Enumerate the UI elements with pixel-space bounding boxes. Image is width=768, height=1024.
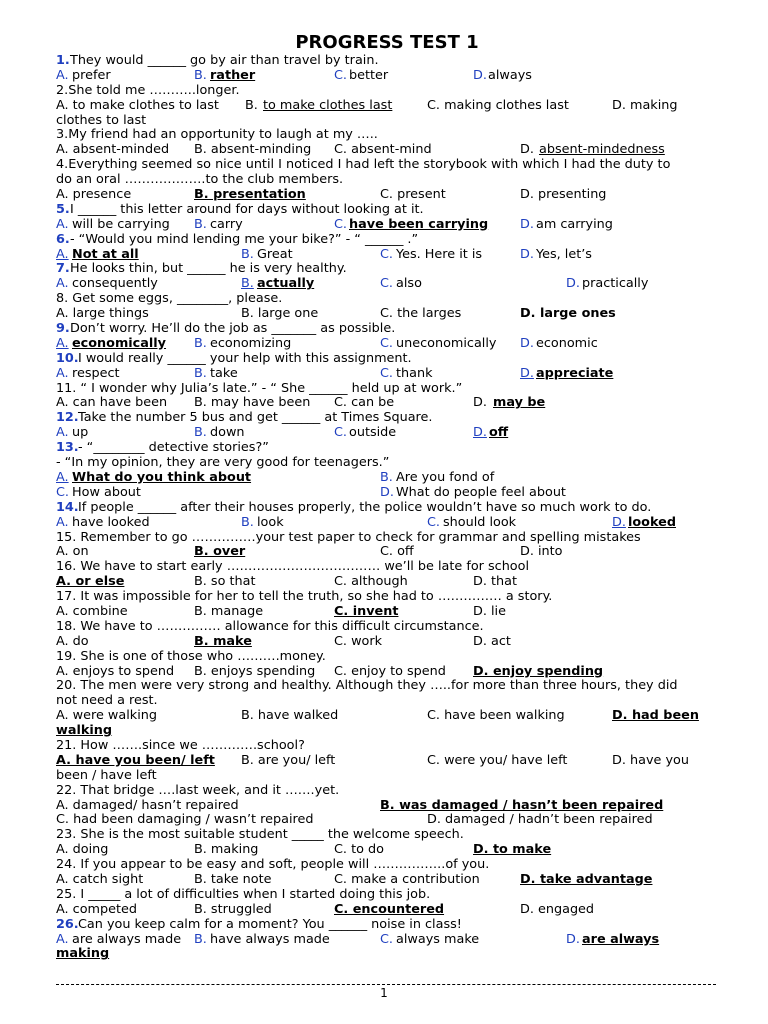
text-segment: 25. I _____ a lot of difficulties when I started doing this job. [56,886,431,902]
text-line [56,724,718,739]
text-segment: A. [56,216,69,232]
text-segment: not need a rest. [56,693,158,709]
text-segment: 21. How …….since we ………….school? [56,737,305,753]
text-segment: A. can have been [56,395,168,411]
text-segment: B. presentation [194,187,306,203]
text-segment: look [257,514,284,530]
text-segment: - “________ detective stories?” [78,440,269,456]
text-segment: have always made [210,931,330,947]
text-segment: B. [194,931,207,947]
text-segment: A. [56,365,69,381]
text-segment: B. over [194,544,246,560]
text-segment: B. make [194,633,252,649]
text-segment: 10. [56,350,79,366]
text-segment: 20. The men were very strong and healthy. Although they …..for more than three hours, they did [56,678,678,694]
text-segment: 13. [56,440,79,456]
text-segment: economic [536,335,598,351]
text-segment: D. into [520,544,563,560]
text-segment: B. making [194,842,259,858]
text-line [56,575,718,590]
text-segment: also [396,276,422,292]
text-segment: prefer [72,67,111,83]
text-segment: making [56,946,110,962]
text-line [56,709,718,724]
text-segment: How about [72,484,141,500]
text-segment: C. to do [334,842,384,858]
text-segment: What do people feel about [396,484,566,500]
text-segment: outside [349,425,397,441]
text-segment: respect [72,365,120,381]
text-line [56,605,718,620]
text-segment: 8. Get some eggs, ________, please. [56,291,283,307]
text-segment: 24. If you appear to be easy and soft, people will ……………..of you. [56,857,490,873]
text-line [56,531,718,546]
text-segment: B. [194,67,207,83]
text-segment: Don’t worry. He’ll do the job as _______ as possible. [70,321,396,337]
text-segment: D. take advantage [520,871,653,887]
text-segment: D. damaged / hadn’t been repaired [427,812,653,828]
text-segment: B. are you/ left [241,752,336,768]
text-segment: A. damaged/ hasn’t repaired [56,797,239,813]
text-line [56,262,718,277]
text-segment: 15. Remember to go ……………your test paper to check for grammar and spelling mistakes [56,529,641,545]
text-line [56,694,718,709]
text-segment: D. that [473,574,517,590]
text-segment: 12. [56,410,79,426]
text-segment: C. can be [334,395,395,411]
text-segment: D. [473,67,487,83]
text-segment: Can you keep calm for a moment? You ______ noise in class! [78,916,462,932]
text-line [56,203,718,218]
text-line [56,873,718,888]
text-line [56,754,718,769]
text-segment: up [72,425,89,441]
footer-divider [56,984,716,985]
text-line [56,858,718,873]
text-segment: 1. [56,53,70,68]
text-segment: A. large things [56,306,149,322]
text-segment: C. invent [334,603,399,619]
text-segment: B. was damaged / hasn’t been repaired [380,797,664,813]
text-line [56,888,718,903]
question-list [56,54,718,962]
text-segment: Not at all [72,246,139,262]
text-segment: D. had been [612,708,699,724]
text-line [56,635,718,650]
text-line [56,173,718,188]
text-segment: Take the number 5 bus and get ______ at Times Square. [78,410,433,426]
text-segment: D. [520,142,534,158]
text-segment: 6. [56,231,70,247]
text-segment: A. [56,276,69,292]
text-segment: walking [56,723,113,739]
text-segment: C. encountered [334,901,445,917]
text-segment: always make [396,931,480,947]
text-segment: A. [56,335,69,351]
text-segment: D. enjoy spending [473,663,604,679]
text-line [56,813,718,828]
text-segment: C. off [380,544,414,560]
text-segment: Are you fond of [396,469,495,485]
text-segment: C. [380,276,394,292]
text-segment: D. [520,365,534,381]
text-segment: Yes, let’s [536,246,592,262]
text-segment: 16. We have to start early ……………………………… we’ll be late for school [56,559,530,575]
text-segment: D. large ones [520,306,616,322]
text-line [56,784,718,799]
text-line [56,69,718,84]
text-segment: uneconomically [396,335,497,351]
text-segment: 22. That bridge ….last week, and it …….yet. [56,782,340,798]
text-line [56,411,718,426]
text-segment: A. or else [56,574,125,590]
text-segment: D. [473,425,487,441]
text-line [56,918,718,933]
text-segment: actually [257,276,315,292]
text-segment: I would really ______ your help with this assignment. [78,350,412,366]
text-line [56,471,718,486]
text-segment: carry [210,216,243,232]
text-segment: 5. [56,201,70,217]
text-line [56,396,718,411]
text-segment: - “In my opinion, they are very good for teenagers.” [56,455,390,471]
text-segment: If people ______ after their houses properly, the police wouldn’t have so much work to do. [78,499,652,515]
text-segment: C. [380,365,394,381]
text-segment: B. [241,246,254,262]
text-segment: They would ______ go by air than travel by train. [70,53,379,68]
text-segment: A. absent-minded [56,142,170,158]
text-line [56,769,718,784]
text-segment: B. [380,469,393,485]
text-segment: economically [72,335,167,351]
text-line [56,367,718,382]
text-segment: D. act [473,633,511,649]
text-line [56,188,718,203]
text-segment: 18. We have to …………… allowance for this difficult circumstance. [56,618,484,634]
text-segment: rather [210,67,256,83]
text-segment: B. [245,97,258,113]
text-segment: D. lie [473,603,506,619]
text-segment: C. were you/ have left [427,752,568,768]
text-line [56,128,718,143]
test-page [56,32,718,962]
text-segment: D. engaged [520,901,595,917]
text-segment: A. [56,425,69,441]
text-segment: C. present [380,187,446,203]
text-segment: B. so that [194,574,256,590]
text-segment: B. [194,216,207,232]
text-segment: Yes. Here it is [396,246,483,262]
text-line [56,143,718,158]
text-line [56,441,718,456]
text-line [56,799,718,814]
text-segment: have looked [72,514,150,530]
text-segment: always [488,67,532,83]
page-title: PROGRESS TEST 1 [295,32,479,53]
text-segment: A. [56,67,69,83]
text-segment: 4.Everything seemed so nice until I noticed I had left the storybook with which I had the duty to [56,157,671,173]
text-line [56,292,718,307]
text-segment: consequently [72,276,158,292]
text-line [56,54,718,69]
text-segment: will be carrying [72,216,170,232]
text-line [56,277,718,292]
text-segment: B. [194,425,207,441]
text-line [56,545,718,560]
text-line [56,337,718,352]
text-segment: am carrying [536,216,613,232]
text-segment: 2.She told me ………..longer. [56,82,240,98]
text-segment: C. [56,484,70,500]
text-segment: D. [566,931,580,947]
text-segment: D. presenting [520,187,607,203]
text-line [56,560,718,575]
text-segment: appreciate [536,365,614,381]
text-segment: clothes to last [56,112,147,128]
text-line [56,486,718,501]
text-segment: C. [427,514,441,530]
text-segment: C. [380,335,394,351]
text-segment: C. [380,246,394,262]
text-line [56,456,718,471]
text-segment: are always [582,931,660,947]
text-segment: D. [380,484,394,500]
page-number: 1 [380,986,388,1000]
text-segment: B. [194,335,207,351]
text-line [56,933,718,948]
text-segment: B. absent-minding [194,142,312,158]
text-line [56,501,718,516]
text-segment: 9. [56,321,70,337]
text-segment: D. [520,335,534,351]
text-line [56,233,718,248]
text-segment: A. [56,246,69,262]
text-line [56,947,718,962]
text-segment: B. take note [194,871,272,887]
text-segment: C. make a contribution [334,871,480,887]
text-segment: 7. [56,261,70,277]
text-segment: A. to make clothes to last [56,97,219,113]
text-segment: to make clothes last [263,97,393,113]
text-segment: C. [334,216,348,232]
text-line [56,322,718,337]
text-segment: B. struggled [194,901,272,917]
text-line [56,620,718,635]
text-segment: take [210,365,238,381]
text-segment: are always made [72,931,182,947]
text-segment: D. have you [612,752,689,768]
text-segment: D. [520,216,534,232]
text-segment: A. [56,514,69,530]
text-line [56,828,718,843]
text-segment: C. the larges [380,306,462,322]
text-segment: D. [612,514,626,530]
text-segment: D. [473,395,487,411]
text-segment: do an oral ……………….to the club members. [56,172,344,188]
text-segment: A. doing [56,842,109,858]
text-segment: D. [520,246,534,262]
text-segment: B. [241,276,254,292]
text-segment: C. [334,425,348,441]
text-line [56,218,718,233]
text-line [56,903,718,918]
text-segment: been / have left [56,767,157,783]
text-segment: C. absent-mind [334,142,432,158]
text-line [56,679,718,694]
text-segment: down [210,425,245,441]
text-segment: off [489,425,509,441]
text-segment: B. [241,514,254,530]
text-segment: B. manage [194,603,264,619]
text-segment: economizing [210,335,292,351]
text-segment: A. competed [56,901,138,917]
text-segment: B. have walked [241,708,339,724]
text-segment: should look [443,514,517,530]
text-line [56,248,718,263]
text-segment: C. had been damaging / wasn’t repaired [56,812,314,828]
text-segment: practically [582,276,649,292]
text-segment: C. making clothes last [427,97,569,113]
text-line [56,843,718,858]
text-segment: He looks thin, but ______ he is very healthy. [70,261,347,277]
text-segment: A. [56,469,69,485]
text-line [56,307,718,322]
text-segment: B. enjoys spending [194,663,316,679]
text-segment: 19. She is one of those who ……….money. [56,648,326,664]
text-line [56,426,718,441]
text-segment: C. [380,931,394,947]
text-line [56,114,718,129]
text-segment: A. [56,931,69,947]
text-segment: 3.My friend had an opportunity to laugh at my ….. [56,127,378,143]
text-segment: B. may have been [194,395,311,411]
text-segment: C. although [334,574,408,590]
text-segment: C. enjoy to spend [334,663,446,679]
text-segment: 14. [56,499,79,515]
text-segment: A. presence [56,187,132,203]
text-line [56,650,718,665]
text-segment: D. to make [473,842,552,858]
text-segment: have been carrying [349,216,489,232]
text-segment: A. enjoys to spend [56,663,175,679]
text-segment: Great [257,246,293,262]
text-segment: 17. It was impossible for her to tell the truth, so she had to …………… a story. [56,589,553,605]
text-line [56,99,718,114]
text-segment: looked [628,514,676,530]
text-segment: 11. “ I wonder why Julia’s late.” - “ She ______ held up at work.” [56,380,463,396]
text-segment: D. making [612,97,678,113]
text-segment: 23. She is the most suitable student _____ the welcome speech. [56,827,464,843]
text-line [56,382,718,397]
text-segment: A. have you been/ left [56,752,215,768]
text-segment: better [349,67,389,83]
text-segment: - “Would you mind lending me your bike?” - “ ______ .” [70,231,419,247]
text-segment: 26. [56,916,79,932]
text-segment: A. catch sight [56,871,144,887]
text-segment: B. [194,365,207,381]
text-segment: may be [493,395,546,411]
text-segment: I ______ this letter around for days without looking at it. [70,201,424,217]
text-segment: C. have been walking [427,708,565,724]
text-segment: thank [396,365,433,381]
text-segment: absent-mindedness [539,142,665,158]
text-segment: C. [334,67,348,83]
text-line [56,516,718,531]
text-line [56,665,718,680]
text-segment: C. work [334,633,383,649]
text-segment: A. were walking [56,708,157,724]
text-segment: D. [566,276,580,292]
text-line [56,352,718,367]
text-segment: B. large one [241,306,319,322]
text-segment: A. combine [56,603,128,619]
text-line [56,84,718,99]
text-line [56,158,718,173]
text-line [56,590,718,605]
text-segment: What do you think about [72,469,252,485]
text-segment: A. do [56,633,89,649]
text-segment: A. on [56,544,89,560]
text-line [56,739,718,754]
